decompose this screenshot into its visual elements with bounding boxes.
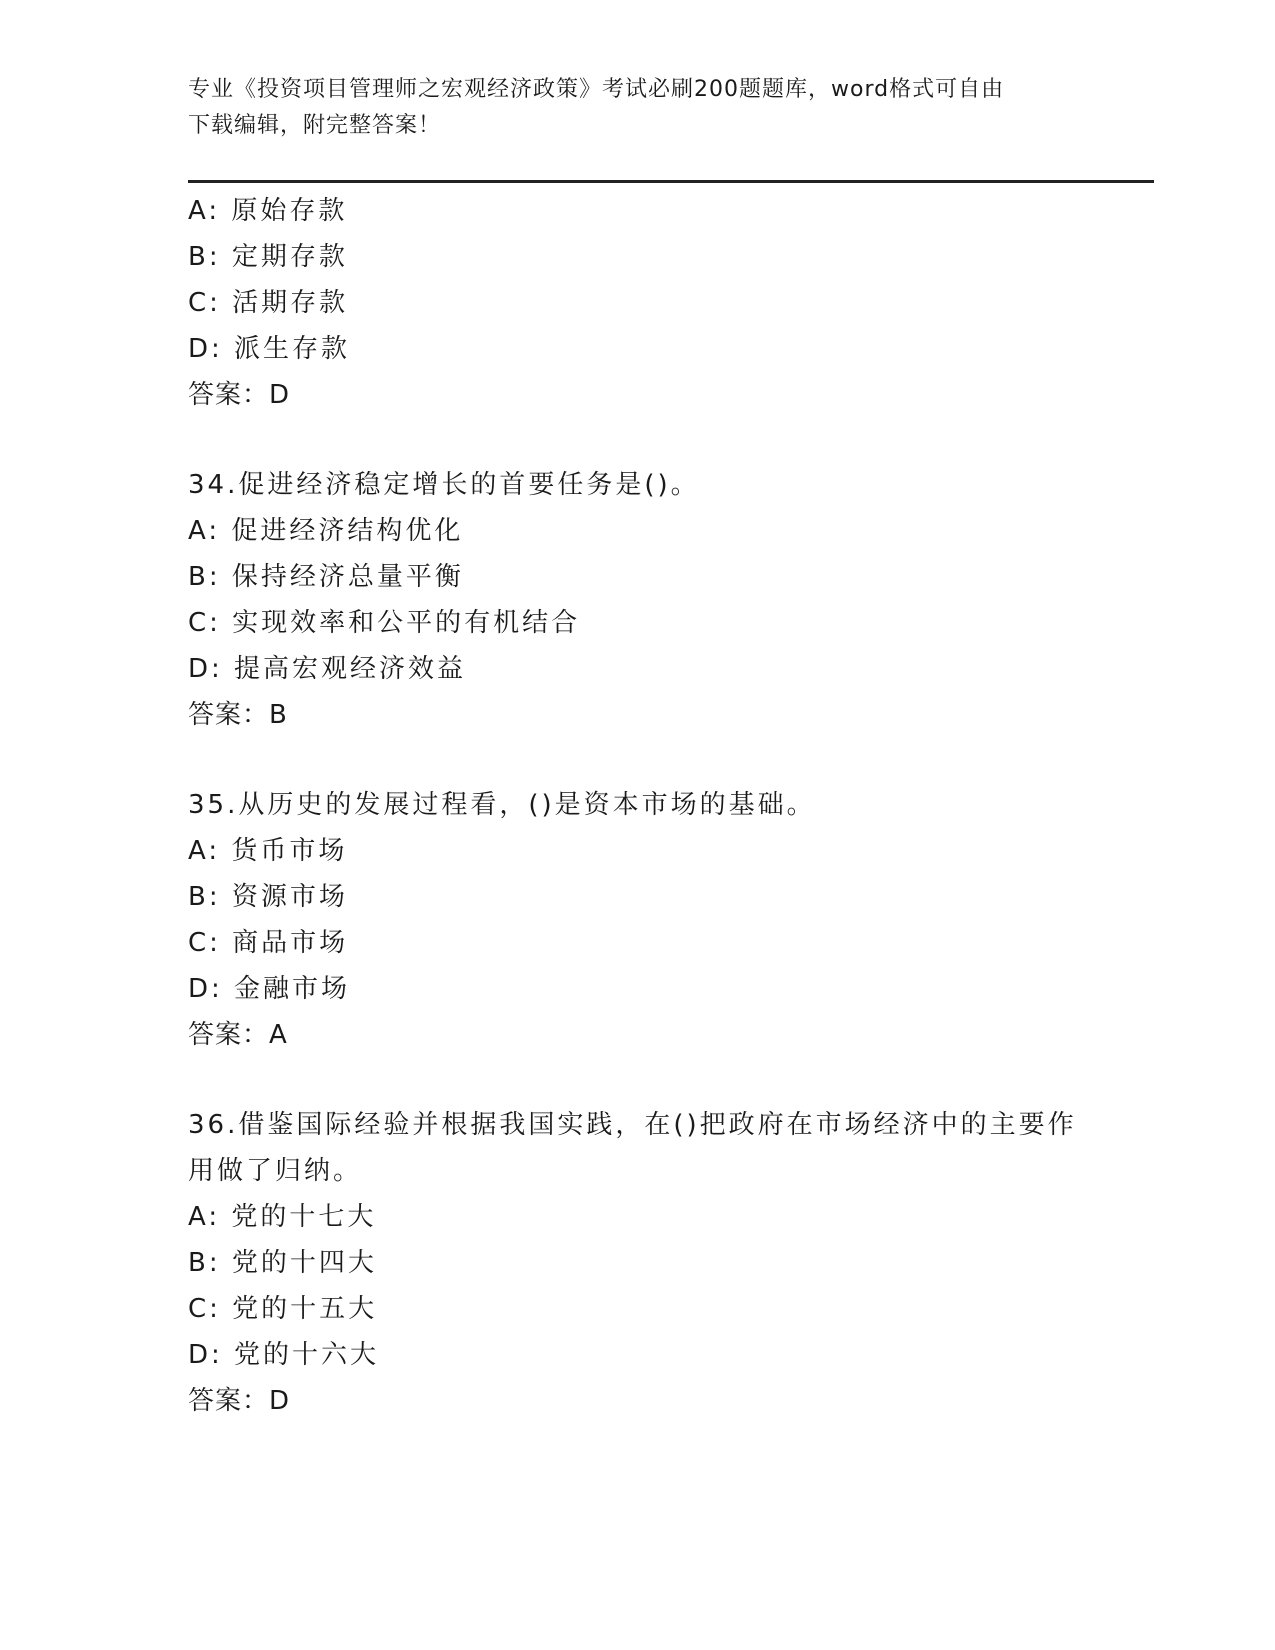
spacer	[188, 1058, 1088, 1102]
option-a: A: 原始存款	[188, 196, 348, 226]
spacer	[188, 738, 1088, 782]
option-b: B: 资源市场	[188, 882, 348, 912]
document-header	[188, 72, 1068, 144]
header-line-1: 专业《投资项目管理师之宏观经济政策》考试必刷200题题库，word格式可自由	[188, 77, 1005, 102]
question-fragment	[188, 188, 1088, 418]
header-line-2: 下载编辑，附完整答案！	[188, 113, 442, 138]
spacer	[188, 418, 1088, 462]
option-c: C: 实现效率和公平的有机结合	[188, 608, 581, 638]
question-stem-line-1: 36.借鉴国际经验并根据我国实践，在()把政府在市场经济中的主要作	[188, 1110, 1077, 1140]
option-d: D: 党的十六大	[188, 1340, 380, 1370]
option-c: C: 活期存款	[188, 288, 349, 318]
option-d: D: 提高宏观经济效益	[188, 654, 467, 684]
header-divider	[188, 180, 1154, 183]
question-34	[188, 462, 1088, 738]
option-c: C: 党的十五大	[188, 1294, 378, 1324]
answer-line: 答案：D	[188, 1386, 291, 1416]
option-a: A: 货币市场	[188, 836, 348, 866]
option-d: D: 金融市场	[188, 974, 351, 1004]
answer-line: 答案：A	[188, 1020, 288, 1050]
option-a: A: 促进经济结构优化	[188, 516, 464, 546]
answer-line: 答案：B	[188, 700, 288, 730]
option-b: B: 保持经济总量平衡	[188, 562, 464, 592]
question-stem: 34.促进经济稳定增长的首要任务是()。	[188, 470, 700, 500]
question-35	[188, 782, 1088, 1058]
question-stem-line-2: 用做了归纳。	[188, 1156, 363, 1186]
answer-line: 答案：D	[188, 380, 291, 410]
option-b: B: 定期存款	[188, 242, 348, 272]
option-a: A: 党的十七大	[188, 1202, 377, 1232]
question-stem: 35.从历史的发展过程看，()是资本市场的基础。	[188, 790, 816, 820]
question-36	[188, 1102, 1088, 1424]
option-b: B: 党的十四大	[188, 1248, 377, 1278]
option-d: D: 派生存款	[188, 334, 351, 364]
option-c: C: 商品市场	[188, 928, 349, 958]
question-list	[188, 188, 1088, 1424]
